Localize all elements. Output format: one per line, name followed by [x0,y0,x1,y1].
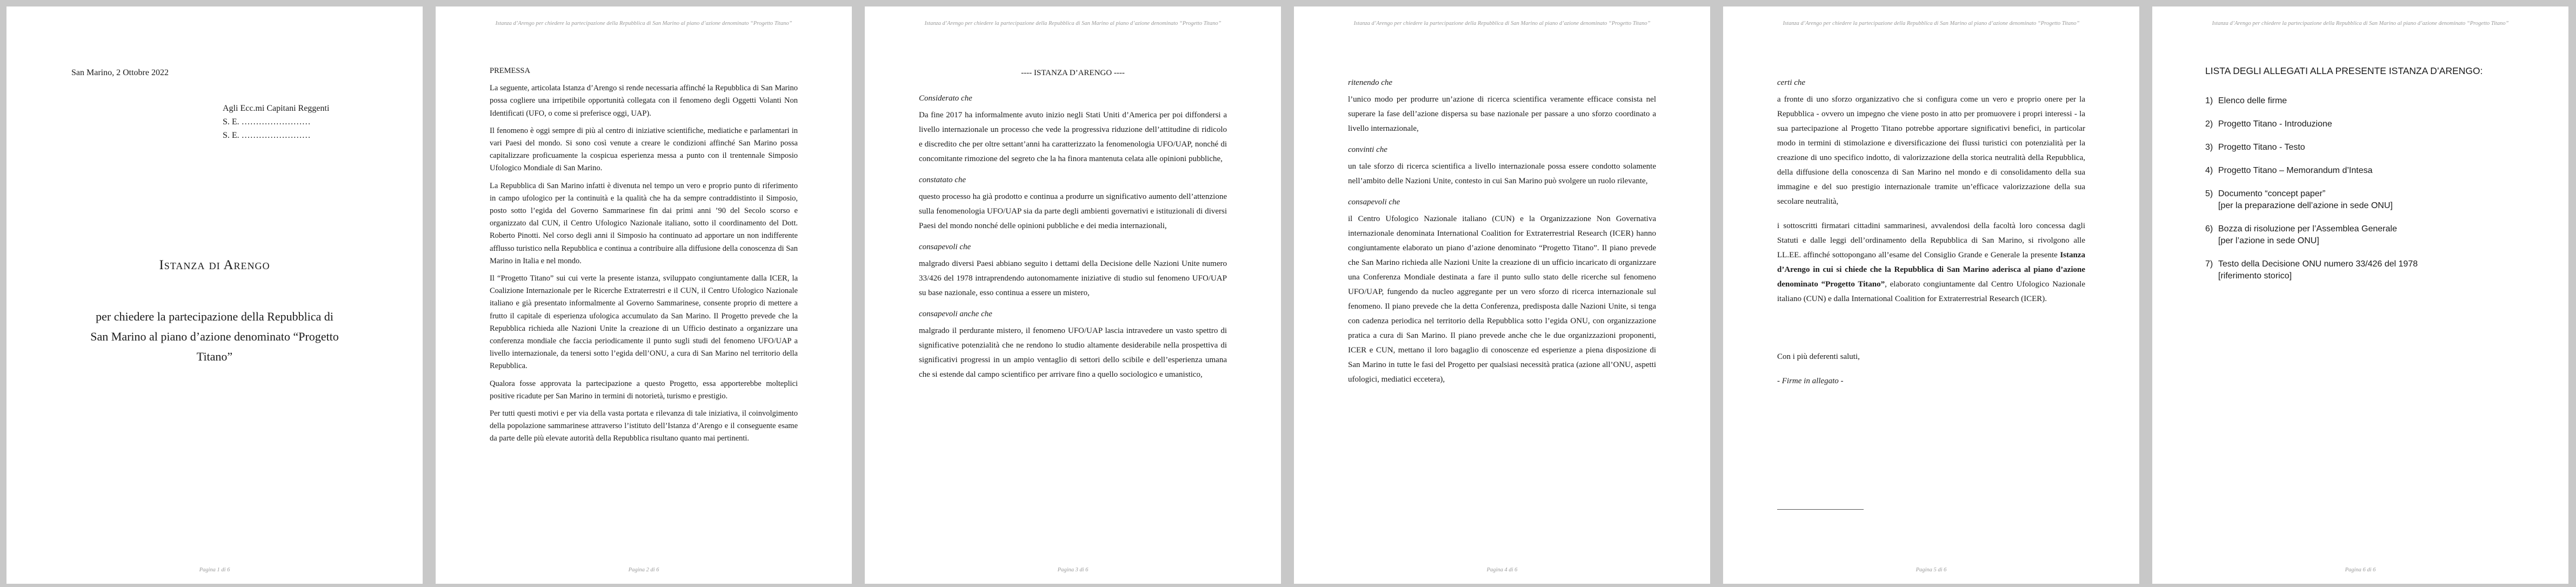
running-header: Istanza d’Arengo per chiedere la partecipazione della Repubblica di San Marino al piano d’azione denominato “Progetto Titano” [2212,21,2509,26]
list-item: 7) Testo della Decisione ONU numero 33/426 del 1978 [riferimento storico] [2205,258,2536,282]
page-4 [1294,6,1710,584]
clause-label: consapevoli anche che [919,310,992,318]
paragraph: Il “Progetto Titano” sui cui verte la presente istanza, sviluppato congiuntamente dalla ICER, la Coalizione Internazionale per le Ricerche Extraterrestri e il CUN, il Centro Ufologico Nazionale italiano e già presentato informalmente al Governo Sammarinese, consente proprio di mettere a frutto il capitale di esperienza ufologica accumulato da San Marino. Il Progetto prevede che la Repubblica richieda alle Nazioni Unite la creazione di un Ufficio destinato a organizzare una conferenza mondiale che faccia periodicamente il punto sugli studi del fenomeno UFO/UAP a livello internazionale, da tenersi sotto l’egida dell’ONU, a cura di San Marino nel territorio della Repubblica. [490,274,798,371]
clause-label: convinti che [1348,145,1387,154]
clause-text: questo processo ha già prodotto e continua a produrre un significativo aumento dell’attenzione sulla fenomenologia UFO/UAP sia da parte degli ambienti governativi e istituzionali di diversi Paesi del mondo nonché delle opinioni pubbliche e dei media internazionali, [919,192,1227,230]
attachments-heading: LISTA DEGLI ALLEGATI ALLA PRESENTE ISTANZA D’ARENGO: [2205,65,2483,76]
running-header: Istanza d’Arengo per chiedere la partecipazione della Repubblica di San Marino al piano d’azione denominato “Progetto Titano” [1353,21,1651,26]
running-header: Istanza d’Arengo per chiedere la partecipazione della Repubblica di San Marino al piano d’azione denominato “Progetto Titano” [495,21,792,26]
page-6 [2152,6,2568,584]
list-item-note: [riferimento storico] [2218,271,2292,281]
request-text-end: , elaborato congiuntamente dal Centro Ufologico Nazionale italiano (CUN) e dalla International Coalition for Extraterrestrial Research (ICER). [1777,280,2086,303]
list-item: 3) Progetto Titano - Testo [2205,143,2305,152]
clause-text: un tale sforzo di ricerca scientifica a livello internazionale possa essere condotto solamente nell’ambito delle Nazioni Unite, contesto in cui San Marino può svolgere un ruolo rilevante, [1348,162,1656,185]
running-header: Istanza d’Arengo per chiedere la partecipazione della Repubblica di San Marino al piano d’azione denominato “Progetto Titano” [1783,21,2080,26]
signature-note: - Firme in allegato - [1777,377,1844,385]
page-number: Pagina 5 di 6 [1916,567,1947,573]
page-body [919,66,1227,389]
clause-label: Considerato che [919,94,972,103]
page-body [1348,76,1656,393]
attachments-list [2205,65,2536,294]
clause-text: malgrado il perdurante mistero, il fenomeno UFO/UAP lascia intravedere un vasto spettro di significative potenzialità che ne rendono lo studio altamente desiderabile nella prospettiva di significativi progressi in un ampio ventaglio di settori dello scibile e dell’esperienza umana che si estende dal campo scientifico per arrivare fino a quello sociologico e umanistico, [919,326,1227,379]
request-bold-text: Istanza d’Arengo in cui si chiede che la Repubblica di San Marino aderisca al piano d’azione denominato “Progetto Titano” [1777,251,2086,289]
list-item: 2) Progetto Titano - Introduzione [2205,119,2332,129]
clause-label: constatato che [919,176,966,184]
clause-text: Da fine 2017 ha informalmente avuto inizio negli Stati Uniti d’America per poi diffondersi a livello internazionale un processo che vede la progressiva riduzione dell’attitudine di ridicolo e discredito che per oltre settant’anni ha caratterizzato la fenomenologia UFO/UAP, nonché di concomitante rimozione del segreto che la ha finora mantenuta celata alle opinioni pubbliche, [919,111,1227,163]
clause-label: certi che [1777,78,1806,87]
signature-line [1777,509,1864,510]
page-number: Pagina 2 di 6 [628,567,659,573]
recipient-address [223,102,329,142]
paragraph: La Repubblica di San Marino infatti è divenuta nel tempo un vero e proprio punto di riferimento in campo ufologico per la continuità e la qualità che ha da sempre contraddistinto il Simposio, posto sotto l’egida del Governo Sammarinese fin dai primi anni ’90 del Secolo scorso e organizzato dal CUN, il Centro Ufologico Nazionale italiano, sotto il coordinamento del Dott. Roberto Pinotti. Nel corso degli anni il Simposio ha continuato ad apportare un non indifferente afflusso turistico nella Repubblica e continua a contribuire alla diffusione della conoscenza di San Marino in Italia e nel mondo. [490,181,798,265]
running-header: Istanza d’Arengo per chiedere la partecipazione della Repubblica di San Marino al piano d’azione denominato “Progetto Titano” [924,21,1222,26]
clause-text: a fronte di uno sforzo organizzativo che si configura come un vero e proprio onere per la Repubblica - ovvero un impegno che viene posto in atto per promuovere i propri interessi - la sua partecipazione al Progetto Titano potrebbe apportare significativi benefici, in particolar modo in termini di stimolazione e diversificazione dei flussi turistici con potenzialità per la creazione di uno specifico indotto, di valorizzazione della storica neutralità della Repubblica, della diffusione della conoscenza di San Marino nel mondo e di consolidamento della sua immagine e del suo prestigio internazionale tramite un’efficace valorizzazione della sua secolare neutralità, [1777,95,2085,206]
document-subtitle: per chiedere la partecipazione della Repubblica di San Marino al piano d’azione denominato “Progetto Titano” [90,310,339,363]
paragraph: Qualora fosse approvata la partecipazione a questo Progetto, essa apporterebbe molteplici positive ricadute per San Marino in termini di notorietà, turismo e prestigio. [490,379,798,401]
paragraph: La seguente, articolata Istanza d’Arengo si rende necessaria affinché la Repubblica di San Marino possa cogliere una irripetibile opportunità collegata con il fenomeno degli Oggetti Volanti Non Identificati (UFO, o come si preferisce oggi, UAP). [490,84,798,118]
list-item: 6) Bozza di risoluzione per l’Assemblea Generale [per l’azione in sede ONU] [2205,223,2536,247]
document-title: Istanza di Arengo [159,258,270,272]
page-body [490,65,798,450]
istanza-heading: ---- ISTANZA D’ARENGO ---- [1021,69,1125,77]
list-item-note: [per l’azione in sede ONU] [2218,236,2319,245]
letter-date: San Marino, 2 Ottobre 2022 [71,68,169,77]
closing-salutation: Con i più deferenti saluti, [1777,352,1860,361]
clause-text: malgrado diversi Paesi abbiano seguito i dettami della Decisione delle Nazioni Unite numero 33/426 del 1978 intraprendendo autonomamente iniziative di studio sul fenomeno UFO/UAP su base nazionale, esso continua a essere un mistero, [919,259,1227,297]
clause-text: l’unico modo per produrre un’azione di ricerca scientifica veramente efficace consista nel superare la fase dell’azione dispersa su base nazionale per passare a uno sforzo coordinato a livello internazionale, [1348,95,1656,133]
page-number: Pagina 3 di 6 [1057,567,1089,573]
list-item: 5) Documento “concept paper” [per la preparazione dell’azione in sede ONU] [2205,188,2536,212]
page-1 [6,6,423,584]
page-2 [436,6,852,584]
page-5 [1723,6,2139,584]
recipient-line: Agli Ecc.mi Capitani Reggenti [223,104,330,113]
recipient-line: S. E. …………………… [223,117,311,126]
clause-label: consapevoli che [1348,198,1400,206]
page-body [1777,76,2085,391]
page-3 [865,6,1281,584]
clause-text: il Centro Ufologico Nazionale italiano (CUN) e la Organizzazione Non Governativa internazionale denominata International Coalition for Extraterrestrial Research (ICER) hanno congiuntamente elaborato un piano d’azione denominato “Progetto Titano”. Il piano prevede che San Marino richieda alle Nazioni Unite la creazione di un ufficio incaricato di organizzare una Conferenza Mondiale destinata a fare il punto sullo stato delle ricerche sul fenomeno UFO/UAP, fungendo da nucleo aggregante per un vero sforzo di ricerca internazionale sul fenomeno. Il piano prevede che la detta Conferenza, predisposta dalle Nazioni Unite, si tenga con cadenza periodica nel territorio della Repubblica sotto l’egida ONU, con organizzazione pratica a cura di San Marino. Il piano prevede anche che le due organizzazioni proponenti, ICER e CUN, mettano il loro bagaglio di conoscenze ed esperienze a piena disposizione di San Marino in tutte le fasi del Progetto per qualsiasi necessità pratica (azione all’ONU, aspetti ufologici, mediatici eccetera), [1348,215,1656,384]
list-item: 4) Progetto Titano – Memorandum d’Intesa [2205,166,2373,175]
page-number: Pagina 1 di 6 [199,567,230,573]
recipient-line: S. E. …………………… [223,131,311,140]
request-text: i sottoscritti firmatari cittadini sammarinesi, avvalendosi della facoltà loro concessa dagli Statuti e dalle leggi dell’ordinamento della Repubblica di San Marino, si rivolgono alle LL.EE. affinché sottopongano all’esame del Consiglio Grande e Generale la presente [1777,222,2085,259]
clause-label: ritenendo che [1348,78,1393,87]
page-number: Pagina 6 di 6 [2345,567,2376,573]
list-item: 1) Elenco delle firme [2205,96,2287,105]
clause-label: consapevoli che [919,243,971,251]
paragraph: Per tutti questi motivi e per via della vasta portata e rilevanza di tale iniziativa, il coinvolgimento della popolazione sammarinese attraverso l’istituto dell’Istanza d’Arengo e il conseguente esame da parte delle più elevate autorità della Repubblica risultano quanto mai pertinenti. [490,409,798,443]
list-item-note: [per la preparazione dell’azione in sede ONU] [2218,201,2393,210]
request-paragraph [1777,219,2085,306]
section-heading: PREMESSA [490,66,530,75]
paragraph: Il fenomeno è oggi sempre di più al centro di iniziative scientifiche, mediatiche e parlamentari in vari Paesi del mondo. Si sono così venute a creare le condizioni affinché San Marino possa capitalizzare proficuamente la cospicua esperienza messa a punto con il trentennale Simposio Ufologico Mondiale di San Marino. [490,126,798,173]
page-number: Pagina 4 di 6 [1486,567,1518,573]
